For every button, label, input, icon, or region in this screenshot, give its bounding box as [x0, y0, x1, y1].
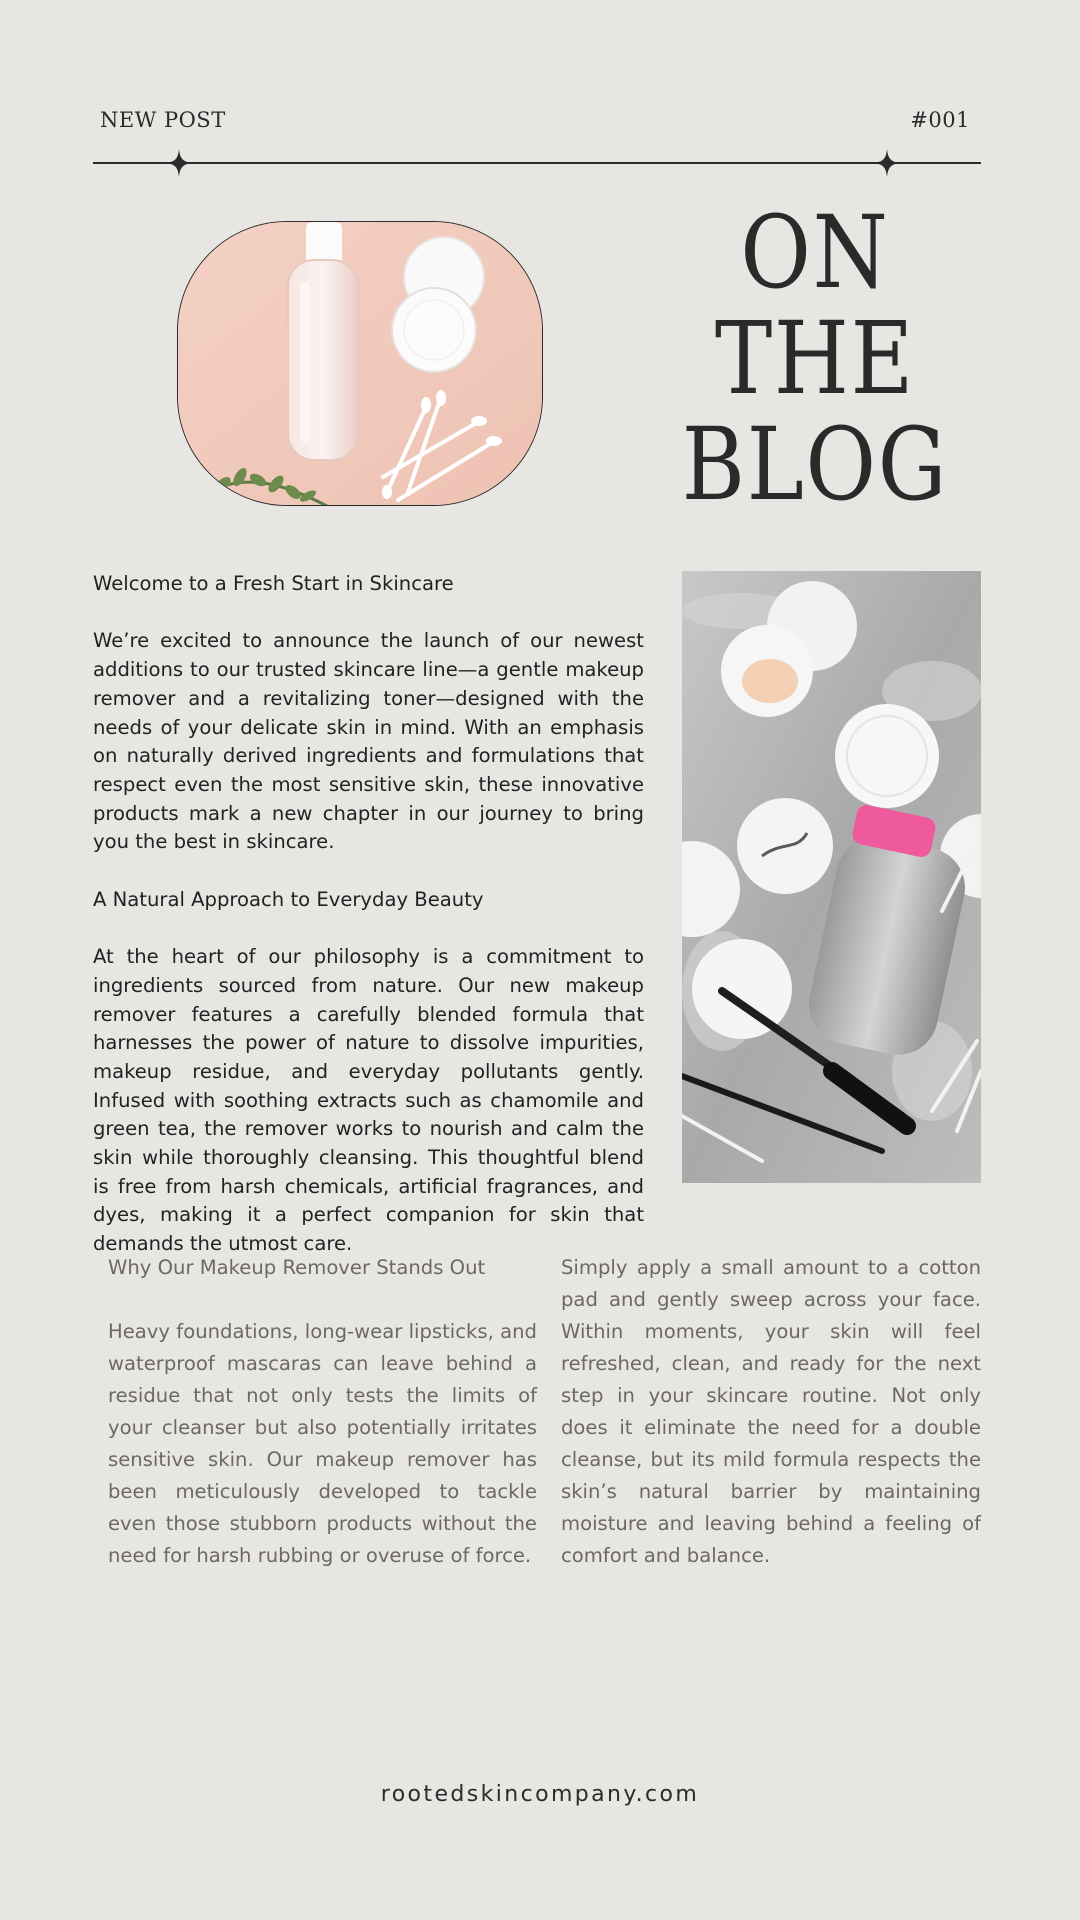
column-right	[561, 1252, 981, 1572]
section-heading: A Natural Approach to Everyday Beauty	[93, 887, 484, 911]
website-url[interactable]: rootedskincompany.com	[380, 1782, 700, 1807]
body-paragraph: We’re excited to announce the launch of our newest additions to our trusted skincare line—a gentle makeup remover and a revitalizing toner—designed with the needs of your delicate skin in mind. With an emphasis on naturally derived ingredients and formulations that respect even the most sensitive skin, these innovative products mark a new chapter in our journey to bring you the best in skincare.	[93, 629, 644, 854]
blog-title-line: ON	[740, 194, 890, 311]
sparkle-star-icon	[873, 149, 901, 177]
header-divider	[93, 162, 981, 164]
makeup-remover-photo	[682, 571, 981, 1183]
column-left	[108, 1252, 537, 1572]
hero-skincare-photo	[177, 221, 543, 506]
blog-title	[650, 194, 980, 523]
body-paragraph: At the heart of our philosophy is a commitment to ingredients sourced from nature. Our new makeup remover features a carefully blended formula that harnesses the power of nature to dissolve impurities, makeup residue, and everyday pollutants gently. Infused with soothing extracts such as chamomile and green tea, the remover works to nourish and calm the skin while thoroughly cleansing. This thoughtful blend is free from harsh chemicals, artificial fragrances, and dyes, making it a perfect companion for skin that demands the utmost care.	[93, 945, 644, 1256]
post-number: #001	[910, 108, 970, 132]
blog-title-line: THE	[714, 300, 916, 417]
article-intro	[93, 570, 644, 1259]
sparkle-star-icon	[165, 149, 193, 177]
section-heading: Why Our Makeup Remover Stands Out	[108, 1256, 486, 1279]
body-paragraph: Simply apply a small amount to a cotton pad and gently sweep across your face. Within moments, your skin will feel refreshed, clean, and ready for the next step in your skincare routine. Not only does it eliminate the need for a double cleanse, but its mild formula respects the skin’s natural barrier by maintaining moisture and leaving behind a feeling of comfort and balance.	[561, 1256, 981, 1567]
section-heading: Welcome to a Fresh Start in Skincare	[93, 572, 454, 595]
blog-title-line: BLOG	[681, 406, 949, 523]
new-post-label: NEW POST	[100, 108, 226, 132]
body-paragraph: Heavy foundations, long-wear lipsticks, and waterproof mascaras can leave behind a residue that not only tests the limits of your cleanser but also potentially irritates sensitive skin. Our makeup remover has been meticulously developed to tackle even those stubborn products without the need for harsh rubbing or overuse of force.	[108, 1320, 537, 1567]
